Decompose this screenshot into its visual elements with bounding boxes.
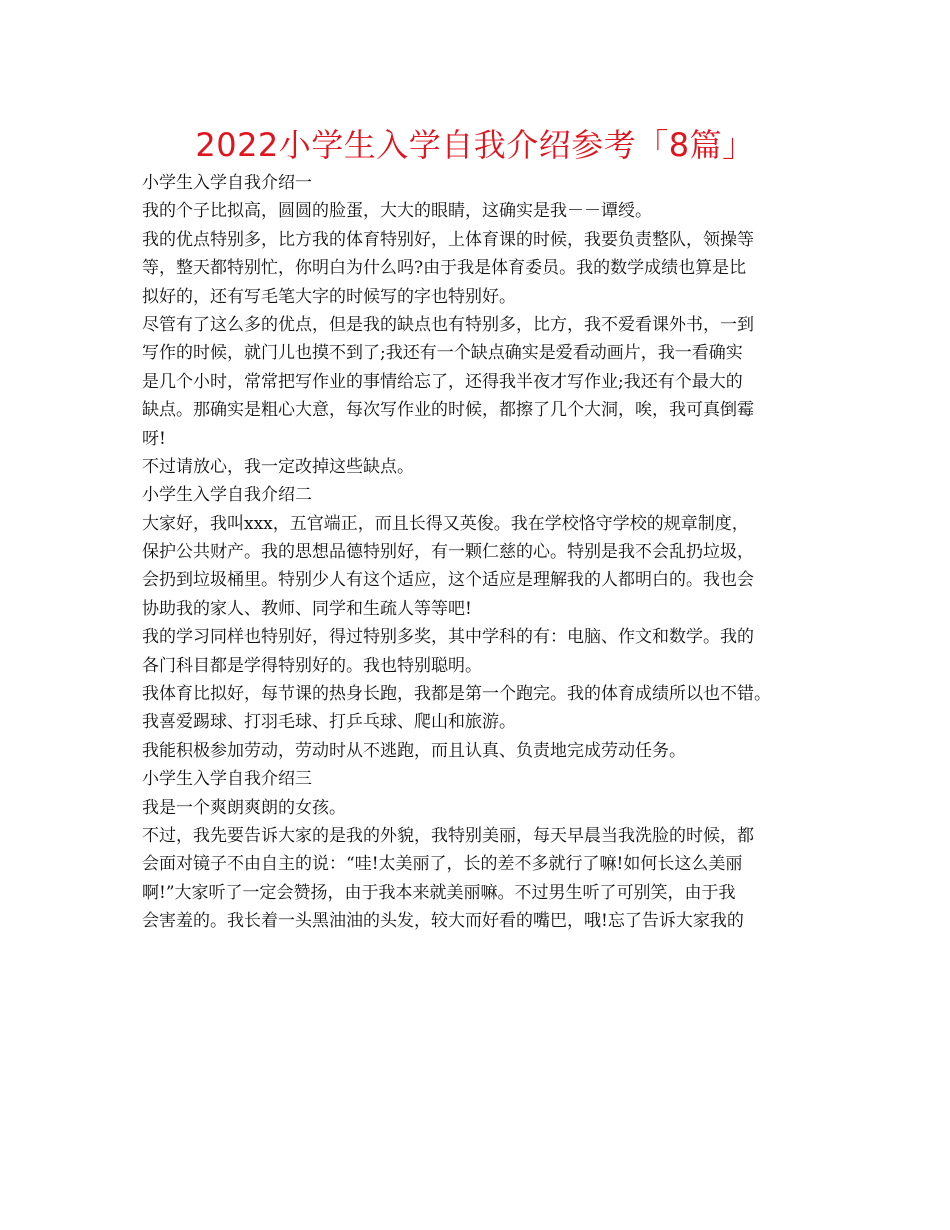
text-line: 尽管有了这么多的优点，但是我的缺点也有特别多，比方，我不爱看课外书，一到 [142,314,754,335]
text-line: 不过请放心，我一定改掉这些缺点。 [142,456,414,477]
text-line: 等，整天都特别忙，你明白为什么吗?由于我是体育委员。我的数学成绩也算是比 [142,258,747,279]
text-line: 不过，我先要告诉大家的是我的外貌，我特别美丽，每天早晨当我洗脸的时候，都 [142,825,754,846]
text-line: 我是一个爽朗爽朗的女孩。 [142,797,346,818]
text-line: 保护公共财产。我的思想品德特别好，有一颗仁慈的心。特别是我不会乱扔垃圾， [142,542,754,563]
text-line: 拟好的，还有写毛笔大字的时候写的字也特别好。 [142,286,516,307]
text-line: 是几个小时，常常把写作业的事情给忘了，还得我半夜才写作业;我还有个最大的 [142,371,743,392]
text-line: 会面对镜子不由自主的说：“哇!太美丽了，长的差不多就行了嘛!如何长这么美丽 [142,854,743,875]
text-line: 呀! [142,428,166,449]
text-line: 我体育比拟好，每节课的热身长跑，我都是第一个跑完。我的体育成绩所以也不错。 [142,684,771,705]
document-body [142,169,832,936]
text-line: 小学生入学自我介绍一 [142,173,312,193]
text-line: 会扔到垃圾桶里。特别少人有这个适应，这个适应是理解我的人都明白的。我也会 [142,570,754,591]
text-line: 协助我的家人、教师、同学和生疏人等等吧! [142,598,472,619]
text-line: 小学生入学自我介绍三 [142,769,312,790]
text-line: 大家好，我叫xxx，五官端正，而且长得又英俊。我在学校恪守学校的规章制度， [142,513,749,534]
text-line: 我的优点特别多，比方我的体育特别好，上体育课的时候，我要负责整队，领操等 [142,229,754,250]
text-line: 我能积极参加劳动，劳动时从不逃跑，而且认真、负责地完成劳动任务。 [142,740,686,761]
text-line: 各门科目都是学得特别好的。我也特别聪明。 [142,655,482,676]
text-line: 会害羞的。我长着一头黑油油的头发，较大而好看的嘴巴，哦!忘了告诉大家我的 [142,911,744,932]
text-line: 我的个子比拟高，圆圆的脸蛋，大大的眼睛，这确实是我－－谭绶。 [142,201,652,222]
text-line: 我的学习同样也特别好，得过特别多奖，其中学科的有：电脑、作文和数学。我的 [142,627,754,648]
text-line: 写作的时候，就门儿也摸不到了;我还有一个缺点确实是爱看动画片，我一看确实 [142,343,743,364]
text-line: 小学生入学自我介绍二 [142,485,312,506]
text-line: 缺点。那确实是粗心大意，每次写作业的时候，都擦了几个大洞，唉，我可真倒霉 [142,400,754,421]
text-line: 我喜爱踢球、打羽毛球、打乒乓球、爬山和旅游。 [142,712,516,733]
text-line: 啊!”大家听了一定会赞扬，由于我本来就美丽嘛。不过男生听了可别笑，由于我 [142,882,736,903]
document-title: 2022小学生入学自我介绍参考「8篇」 [195,126,755,164]
